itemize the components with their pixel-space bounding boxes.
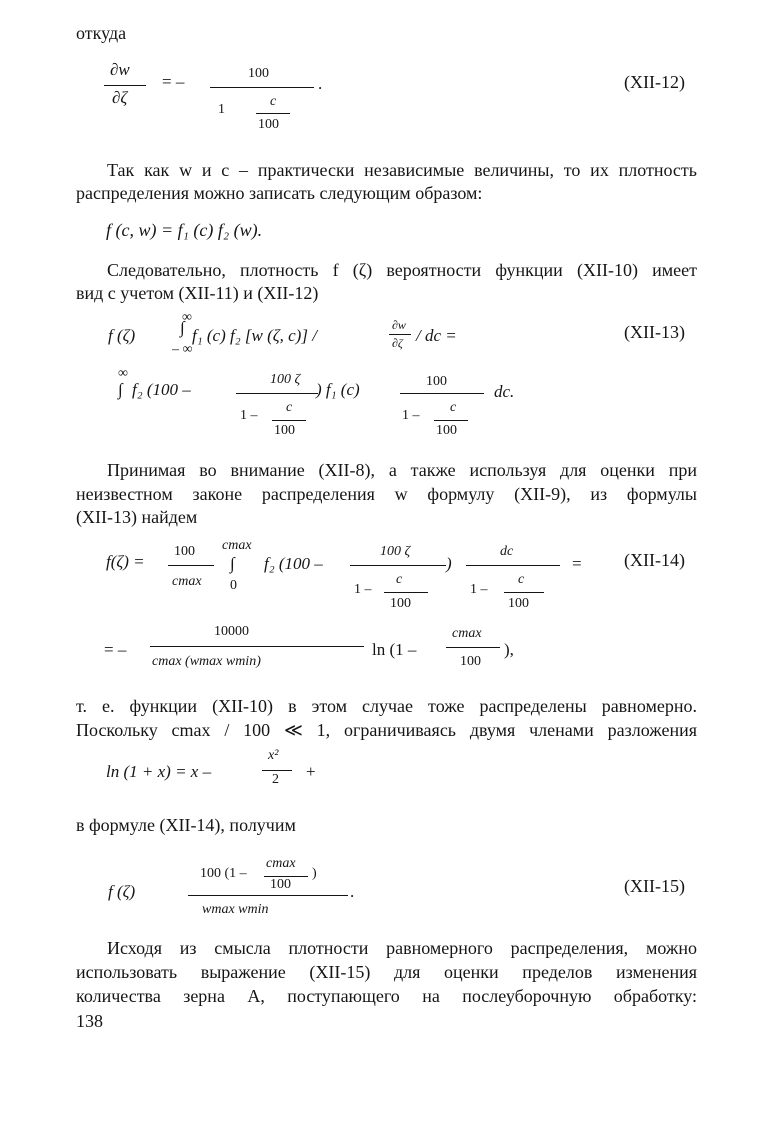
eq13b-100: 100	[426, 374, 447, 389]
eq12-main-bar	[210, 87, 314, 88]
para2-line1: Следовательно, плотность f (ζ) вероятности функции (XII-10) имеет	[107, 260, 697, 280]
para5: в формуле (XII-14), получим	[76, 815, 296, 835]
ln-bar	[262, 770, 292, 771]
eq14-lhs: f(ζ) =	[106, 552, 145, 571]
eq15-cmax: cmax	[266, 856, 296, 871]
eq13b-inner-bar2	[434, 420, 468, 421]
eq13b-den2: 1 –	[402, 408, 420, 423]
eq13-dw: ∂w	[392, 318, 406, 332]
eq13b-upper-limit: ∞	[118, 366, 128, 381]
eq14-cmax: cmax	[172, 574, 202, 589]
eq15-bar	[188, 895, 348, 896]
eq13-dz: ∂ζ	[392, 336, 403, 350]
eq15-lhs: f (ζ)	[108, 882, 136, 901]
eq12-numerator: ∂w	[110, 60, 130, 79]
eq14-bar0	[168, 565, 214, 566]
eq14-c2: c	[518, 572, 525, 587]
eq12-one: 1	[218, 102, 225, 117]
eq14b-inner-bar	[446, 647, 500, 648]
eq12-dot: .	[318, 74, 323, 93]
eq15-100: 100	[270, 877, 291, 892]
word-otkuda: откуда	[76, 23, 127, 43]
eq12-denominator: ∂ζ	[112, 88, 128, 107]
eq14-integral: ∫	[230, 554, 235, 573]
eq13b-1002: 100	[436, 423, 457, 438]
eq12-inner-bar	[256, 113, 290, 114]
eq13-tail: / dc =	[416, 326, 457, 345]
eq12-fraction-bar	[104, 85, 146, 86]
eq14-1002: 100	[508, 596, 529, 611]
eq14-100: 100	[174, 544, 195, 559]
eq14-1001: 100	[390, 596, 411, 611]
eq15-denominator: wmax wmin	[202, 902, 269, 917]
eq15-close: )	[312, 866, 317, 881]
eq13b-part2: ) f₁ (c)	[316, 380, 360, 399]
eq14b-bar	[150, 646, 364, 647]
eq14b-ln: ln (1 –	[372, 640, 417, 659]
eq12-equals: = –	[162, 72, 185, 91]
eq13b-c2: c	[450, 400, 457, 415]
eq14-den2: 1 –	[470, 582, 488, 597]
eq14-lower-0: 0	[230, 578, 237, 593]
eq12-label: (XII-12)	[624, 72, 685, 92]
ln-plus: +	[306, 762, 316, 781]
eq13b-1001: 100	[274, 423, 295, 438]
eq15-top: 100 (1 –	[200, 866, 247, 881]
ln-x2: x²	[268, 748, 279, 763]
eq14-close: )	[446, 554, 452, 573]
eq13-lhs: f (ζ)	[108, 326, 136, 345]
eq14b-equals: = –	[104, 640, 127, 659]
eq14b-end: ),	[504, 640, 514, 659]
para2-line2: вид с учетом (XII-11) и (XII-12)	[76, 283, 319, 303]
eq13b-bar1	[236, 393, 318, 394]
eq14-100zeta: 100 ζ	[380, 544, 411, 559]
eq13b-den1: 1 –	[240, 408, 258, 423]
eq14-inner-bar1	[384, 592, 428, 593]
eq14-c1: c	[396, 572, 403, 587]
para4-line1: т. е. функции (XII-10) в этом случае тоже распределены равномерно.	[76, 696, 697, 716]
eq12-inner-100: 100	[258, 117, 279, 132]
eq14-upper-cmax: cmax	[222, 538, 252, 553]
para6-line1: Исходя из смысла плотности равномерного распределения, можно	[107, 938, 697, 958]
eq13b-c1: c	[286, 400, 293, 415]
eq13-d-bar	[389, 334, 411, 335]
eq13b-inner-bar1	[272, 420, 306, 421]
eq14-bar1	[350, 565, 446, 566]
eq13-body: f₁ (c) f₂ [w (ζ, c)] /	[192, 326, 317, 345]
eq14-dc: dc	[500, 544, 514, 559]
eq14b-100: 100	[460, 654, 481, 669]
eq13b-bar2	[400, 393, 484, 394]
para6-line3: количества зерна A, поступающего на послеуборочную обработку:	[76, 986, 697, 1006]
eq14-inner-bar2	[504, 592, 544, 593]
eq15-dot: .	[350, 882, 355, 901]
eq13-lower-limit: – ∞	[172, 342, 193, 357]
para1-line2: распределения можно записать следующим образом:	[76, 183, 483, 203]
para6-line2: использовать выражение (XII-15) для оценки пределов изменения	[76, 962, 697, 982]
para1-line1: Так как w и c – практически независимые величины, то их плотность	[107, 160, 697, 180]
eq14-equals: =	[572, 554, 582, 573]
eq13-label: (XII-13)	[624, 322, 685, 342]
ln-2: 2	[272, 772, 279, 787]
eq14b-10000: 10000	[214, 624, 249, 639]
para3-line1: Принимая во внимание (XII-8), а также используя для оценки при	[107, 460, 697, 480]
eq14-den1: 1 –	[354, 582, 372, 597]
eq14b-cmax: cmax	[452, 626, 482, 641]
eq13b-part1: f₂ (100 –	[132, 380, 191, 399]
eq14-bar2	[466, 565, 560, 566]
eq14-label: (XII-14)	[624, 550, 685, 570]
eq12-top-100: 100	[248, 66, 269, 81]
eq-fcw: f (c, w) = f₁ (c) f₂ (w).	[106, 220, 263, 240]
eq12-c: c	[270, 94, 277, 109]
eq13-integral: ∫	[180, 318, 185, 337]
eq13-upper-limit: ∞	[182, 310, 192, 325]
eq13b-dc: dc.	[494, 382, 515, 401]
eq13b-100zeta: 100 ζ	[270, 372, 301, 387]
eq14b-denominator: cmax (wmax wmin)	[152, 654, 261, 669]
para3-line2: неизвестном законе распределения w формулу (XII-9), из формулы	[76, 484, 697, 504]
eq13b-integral: ∫	[118, 380, 123, 399]
ln-lhs: ln (1 + x) = x –	[106, 762, 212, 781]
eq15-label: (XII-15)	[624, 876, 685, 896]
eq14-part1: f₂ (100 –	[264, 554, 323, 573]
para3-line3: (XII-13) найдем	[76, 507, 198, 527]
page-number: 138	[76, 1011, 103, 1031]
para4-line2: Поскольку cmax / 100 ≪ 1, ограничиваясь двумя членами разложения	[76, 720, 697, 740]
